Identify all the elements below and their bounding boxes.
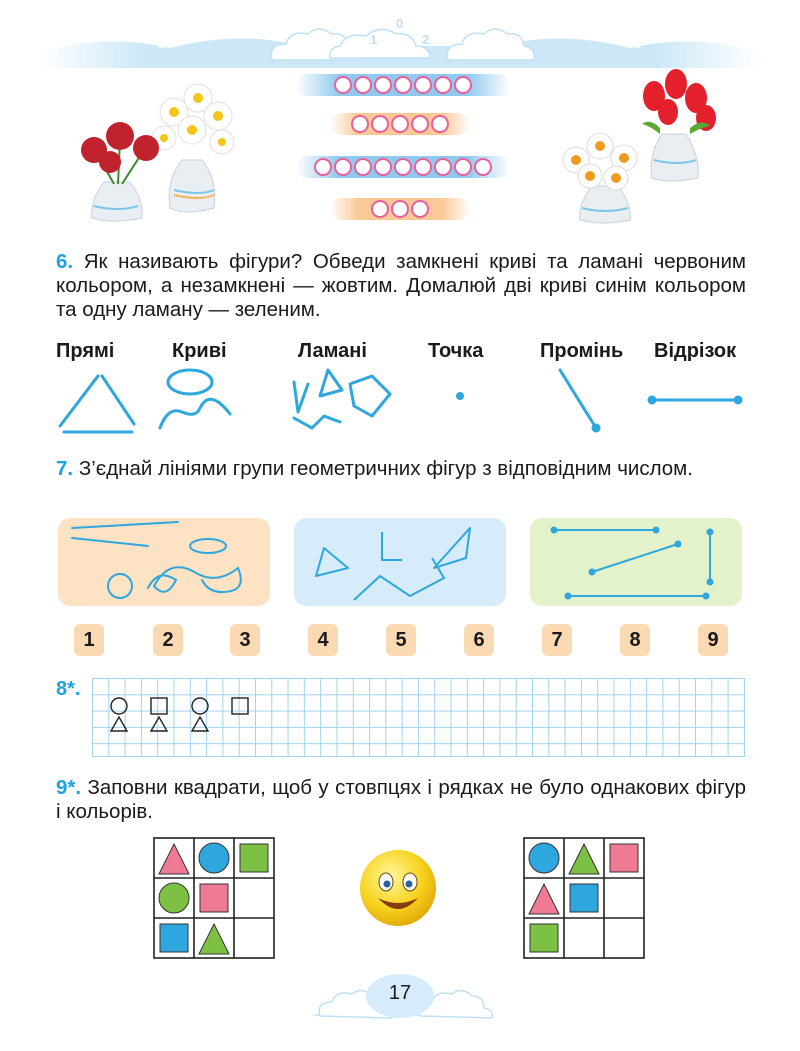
- panel-segments: [530, 518, 742, 606]
- bead-circle: [334, 76, 352, 94]
- bead-circle: [314, 158, 332, 176]
- puzzle-grid-right[interactable]: [522, 836, 646, 960]
- vases-right-illustration: [550, 68, 730, 224]
- bead-circle: [431, 115, 449, 133]
- task-number: 7.: [56, 457, 74, 480]
- bead-circle: [454, 158, 472, 176]
- bead-circle: [414, 158, 432, 176]
- task-text: Як називають фігури? Обведи замкнені криві та ламані червоним кольором, а незамкнені — жовтим. Домалюй дві криві синім кольором та одну ламану — зеленим.: [56, 250, 746, 321]
- top-banner: [40, 16, 760, 68]
- bead-circle: [351, 115, 369, 133]
- blue-circle: [529, 843, 559, 873]
- daisy-vase: [152, 84, 234, 212]
- bead-circle: [414, 76, 432, 94]
- figure-types-drawing: [50, 366, 750, 440]
- bead-row-3: [330, 198, 470, 220]
- curves-group-drawing: [58, 518, 270, 606]
- straight-lines-figure: [60, 376, 134, 432]
- bead-circle: [394, 158, 412, 176]
- bead-circle: [354, 76, 372, 94]
- banner-number: 0: [396, 16, 404, 31]
- task-9-instruction: [56, 776, 746, 824]
- label-point: Точка: [428, 340, 484, 362]
- label-broken-lines: Ламані: [298, 340, 367, 362]
- point-figure: [458, 394, 463, 399]
- task-8-number: 8*.: [56, 678, 81, 700]
- bead-circle: [434, 76, 452, 94]
- bead-circle: [371, 200, 389, 218]
- task-8-grid[interactable]: [92, 678, 745, 757]
- blue-circle: [199, 843, 229, 873]
- puzzle-grid-left[interactable]: [152, 836, 276, 960]
- panel-curves: [58, 518, 270, 606]
- number-card-3: 3: [230, 624, 260, 656]
- task-number: 9*.: [56, 776, 82, 799]
- page-number: 17: [388, 982, 412, 1004]
- narcissus-vase: [563, 133, 637, 223]
- banner-number: 4: [568, 24, 576, 39]
- number-card-4: 4: [308, 624, 338, 656]
- banner-number: 1: [370, 32, 378, 47]
- bead-circle: [374, 158, 392, 176]
- bead-circle: [371, 115, 389, 133]
- smiley-face-icon: [356, 846, 440, 930]
- green-square: [530, 924, 558, 952]
- ray-figure: [560, 370, 599, 431]
- pink-square: [200, 884, 228, 912]
- bead-circle: [454, 76, 472, 94]
- label-ray: Промінь: [540, 340, 624, 362]
- broken-lines-figure: [294, 370, 390, 428]
- bead-circle: [411, 115, 429, 133]
- task-6-instruction: [56, 250, 746, 322]
- bead-circle: [411, 200, 429, 218]
- bead-row-7: [296, 74, 510, 96]
- bead-circle: [391, 115, 409, 133]
- bead-circle: [434, 158, 452, 176]
- pink-square: [610, 844, 638, 872]
- blue-square: [160, 924, 188, 952]
- segments-group-drawing: [530, 518, 742, 606]
- bead-circle: [391, 200, 409, 218]
- number-card-5: 5: [386, 624, 416, 656]
- bead-circle: [354, 158, 372, 176]
- task-text: Заповни квадрати, щоб у стовпцях і рядках не було однакових фігур і кольорів.: [56, 776, 746, 823]
- bead-circle: [334, 158, 352, 176]
- banner-number: 5: [158, 36, 166, 51]
- number-card-9: 9: [698, 624, 728, 656]
- number-card-7: 7: [542, 624, 572, 656]
- label-straight: Прямі: [56, 340, 115, 362]
- bead-row-5: [330, 113, 470, 135]
- number-card-8: 8: [620, 624, 650, 656]
- banner-number: 8: [690, 24, 698, 39]
- bead-circle: [374, 76, 392, 94]
- green-circle: [159, 883, 189, 913]
- tulip-vase: [642, 69, 716, 181]
- banner-number: 7: [108, 24, 116, 39]
- banner-number: 6: [634, 36, 642, 51]
- number-card-1: 1: [74, 624, 104, 656]
- banner-number: 2: [422, 32, 430, 47]
- number-card-6: 6: [464, 624, 494, 656]
- vases-left-illustration: [70, 72, 260, 222]
- banner-number: 3: [222, 24, 230, 39]
- bead-row-9: [296, 156, 510, 178]
- pattern-sequence: [92, 678, 292, 756]
- label-segment: Відрізок: [654, 340, 737, 362]
- rose-vase: [81, 122, 159, 221]
- task-7-instruction: [56, 457, 746, 481]
- bead-circle: [474, 158, 492, 176]
- green-square: [240, 844, 268, 872]
- task-number: 6.: [56, 250, 74, 273]
- number-card-2: 2: [153, 624, 183, 656]
- panel-broken-lines: [294, 518, 506, 606]
- label-curves: Криві: [172, 340, 227, 362]
- task-text: З’єднай лініями групи геометричних фігур з відповідним числом.: [78, 457, 693, 480]
- broken-lines-group-drawing: [294, 518, 506, 606]
- segment-figure: [649, 397, 741, 403]
- blue-square: [570, 884, 598, 912]
- curves-figure: [160, 370, 230, 428]
- bead-circle: [394, 76, 412, 94]
